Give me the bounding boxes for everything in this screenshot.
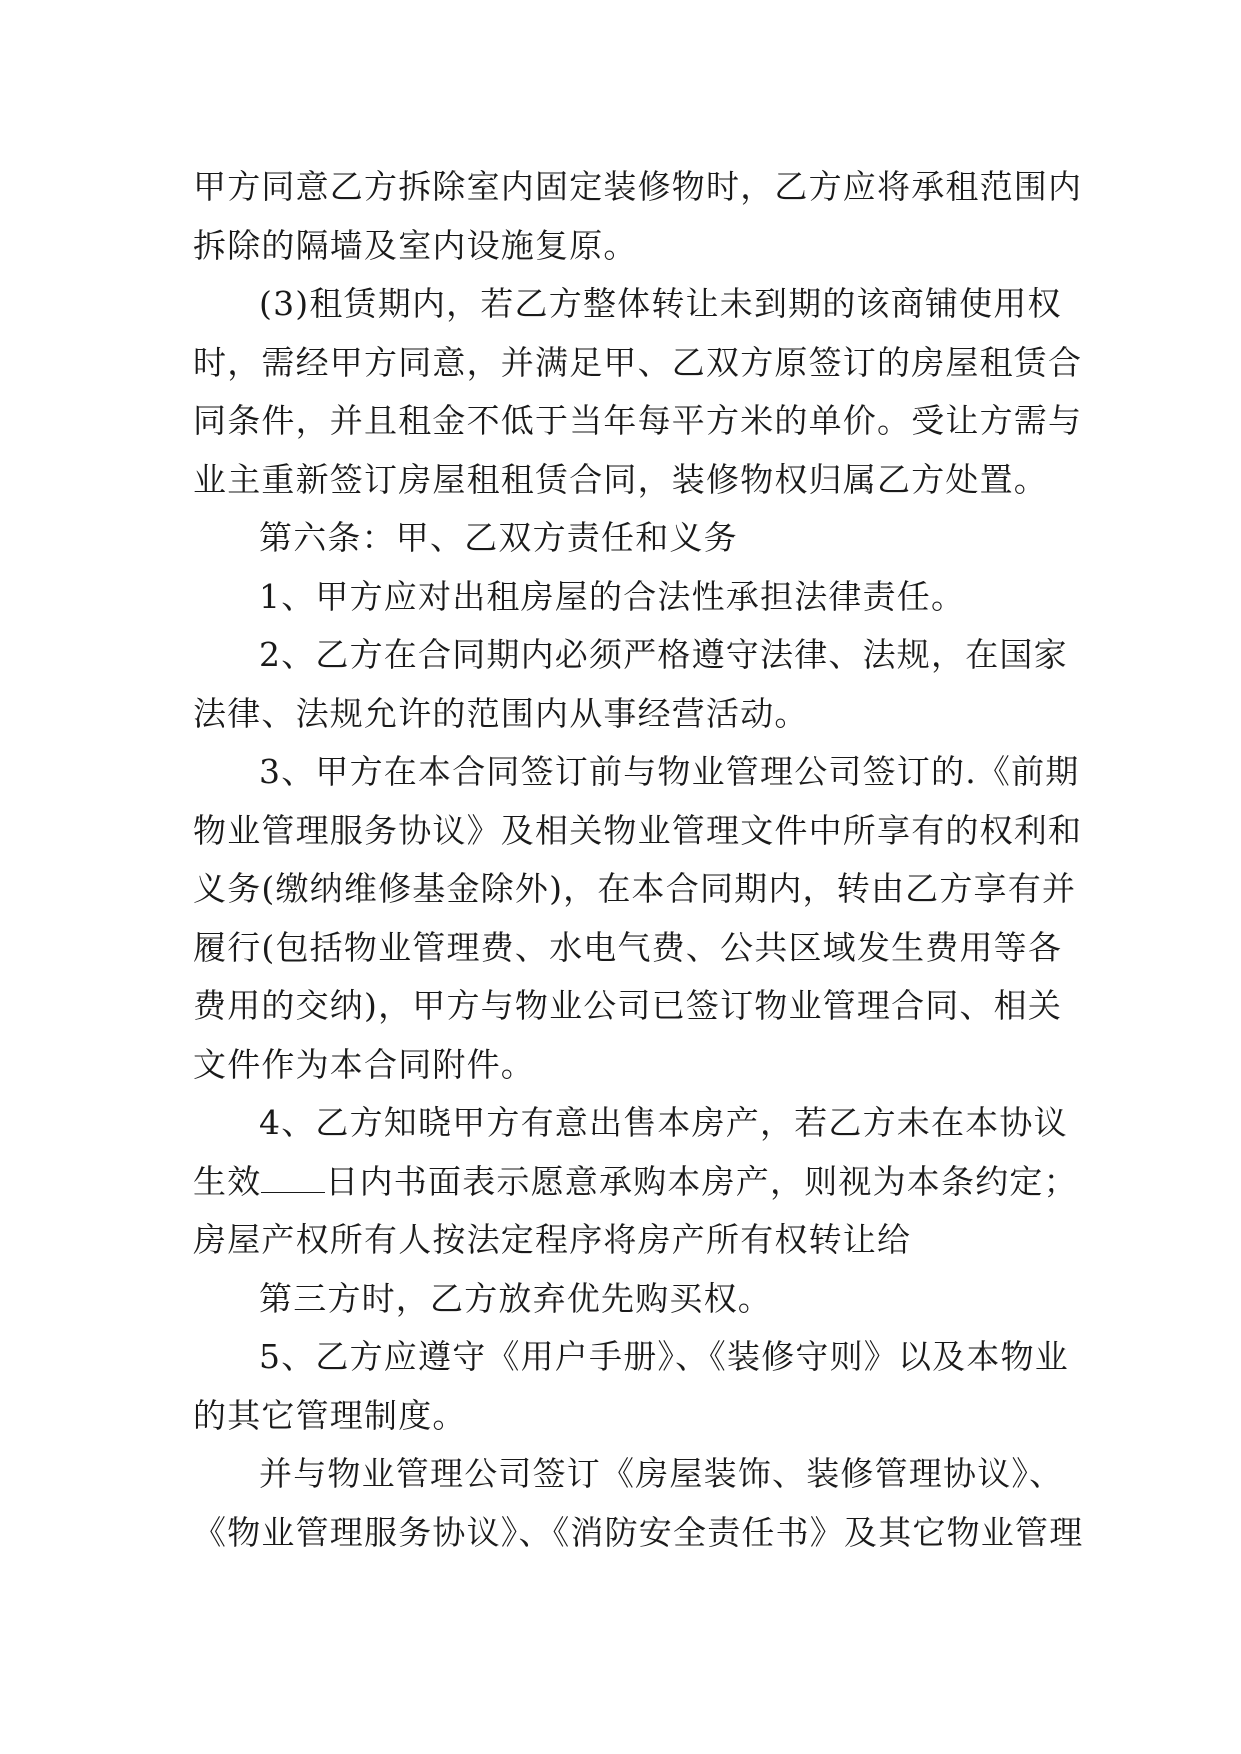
- text-line: 3、甲方在本合同签订前与物业管理公司签订的.《前期: [259, 752, 1080, 791]
- fill-in-blank: [261, 1164, 325, 1193]
- text-line: 业主重新签订房屋租租赁合同，装修物权归属乙方处置。: [193, 459, 1048, 499]
- text-line: (3)租赁期内，若乙方整体转让未到期的该商铺使用权: [259, 284, 1062, 323]
- text-line: 并与物业管理公司签订《房屋装饰、装修管理协议》、: [259, 1454, 1064, 1493]
- text-line: 时，需经甲方同意，并满足甲、乙双方原签订的房屋租赁合: [193, 342, 1083, 382]
- text-line: 甲方同意乙方拆除室内固定装修物时，乙方应将承租范围内: [193, 167, 1083, 206]
- text-line: 费用的交纳)，甲方与物业公司已签订物业管理合同、相关: [193, 986, 1063, 1025]
- clause-2: [193, 626, 1068, 743]
- clause-3: [193, 743, 1083, 1094]
- text-line: 履行(包括物业管理费、水电气费、公共区域发生费用等各: [193, 927, 1063, 967]
- text-line: 5、乙方应遵守《用户手册》、《装修守则》以及本物业: [259, 1337, 1069, 1376]
- text-line: 4、乙方知晓甲方有意出售本房产，若乙方未在本协议: [259, 1103, 1068, 1142]
- text-line: 第三方时，乙方放弃优先购买权。: [259, 1278, 772, 1318]
- clause-4: [193, 1094, 1078, 1270]
- clause-4-continued: [193, 1270, 1053, 1329]
- text-fragment: 生效: [193, 1161, 262, 1201]
- text-line: 法律、法规允许的范围内从事经营活动。: [193, 693, 809, 733]
- text-fragment: 日内书面表示愿意承购本房产，则视为本条约定；: [325, 1161, 1078, 1201]
- text-line: 《物业管理服务协议》、《消防安全责任书》及其它物业管理: [193, 1512, 1084, 1552]
- text-line: 文件作为本合同附件。: [193, 1044, 535, 1084]
- text-line: 第六条：甲、乙双方责任和义务: [259, 518, 738, 557]
- paragraph-transfer-clause: [193, 275, 1083, 509]
- text-line-with-blank: [193, 1153, 1078, 1212]
- text-line: 同条件，并且租金不低于当年每平方米的单价。受让方需与: [193, 401, 1083, 440]
- text-line: 2、乙方在合同期内必须严格遵守法律、法规，在国家: [259, 635, 1068, 674]
- document-body: [193, 158, 1084, 1562]
- paragraph-restore-fixtures: [193, 158, 1083, 275]
- clause-1: [193, 568, 1053, 627]
- text-line: 拆除的隔墙及室内设施复原。: [193, 225, 638, 265]
- clause-5-agreements: [193, 1445, 1084, 1562]
- article-six-heading: [193, 509, 1053, 568]
- text-line: 物业管理服务协议》及相关物业管理文件中所享有的权利和: [193, 810, 1083, 850]
- text-line: 的其它管理制度。: [193, 1395, 467, 1435]
- text-line: 房屋产权所有人按法定程序将房产所有权转让给: [193, 1220, 912, 1259]
- clause-5: [193, 1328, 1069, 1445]
- text-line: 1、甲方应对出租房屋的合法性承担法律责任。: [259, 576, 966, 616]
- text-line: 义务(缴纳维修基金除外)，在本合同期内，转由乙方享有并: [193, 869, 1077, 908]
